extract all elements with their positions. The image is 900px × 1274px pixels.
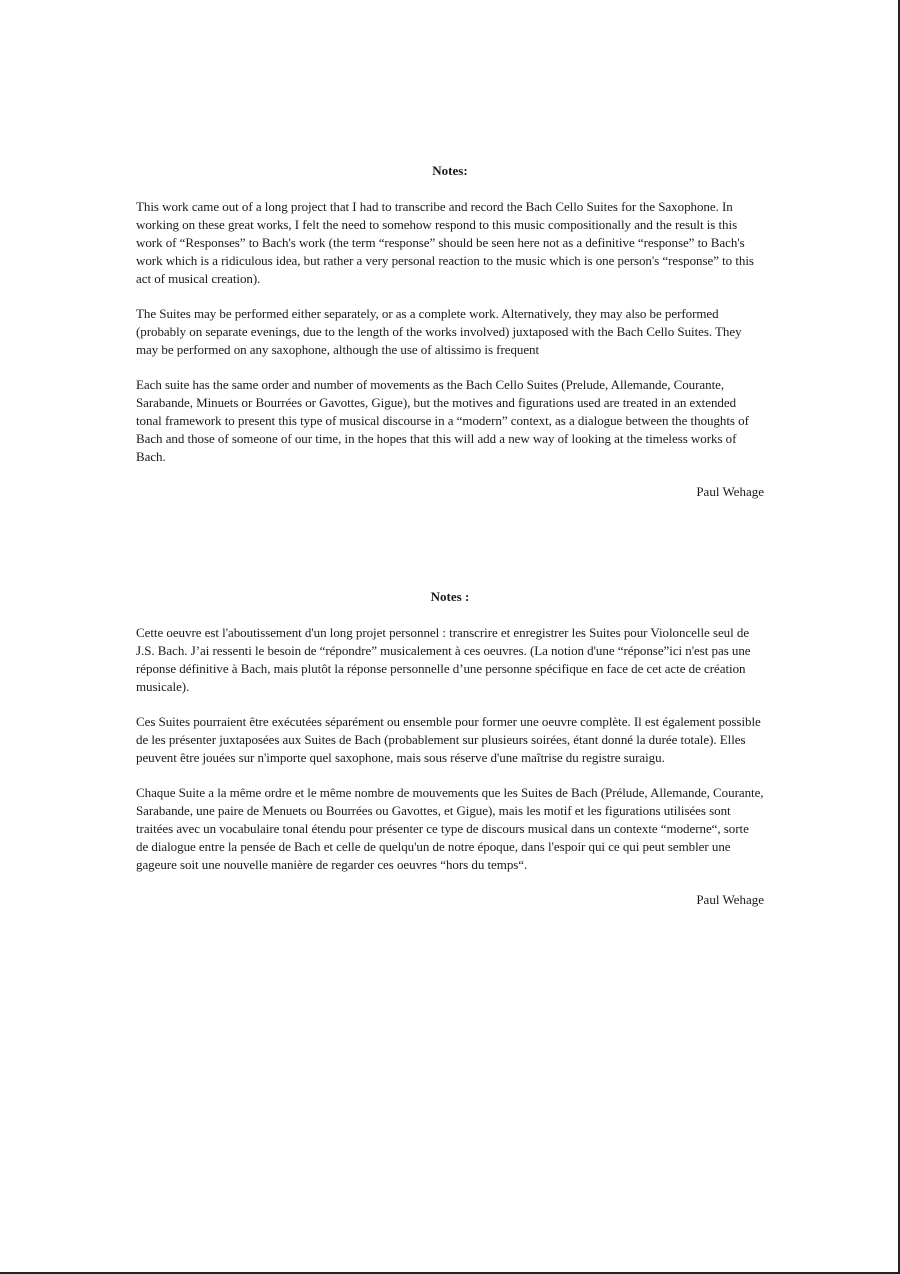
english-paragraph-2: The Suites may be performed either separately, or as a complete work. Alternatively, they may also be performed (probably on separate evenings, due to the length of the works involved) juxtaposed with the Bach Cello Suites. They may be performed on any saxophone, although the use of altissimo is frequent: [136, 306, 742, 357]
english-paragraph-1: This work came out of a long project that I had to transcribe and record the Bach Cello Suites for the Saxophone. In working on these great works, I felt the need to somehow respond to this music compositionally and the result is this work of “Responses” to Bach's work (the term “response” should be seen here not as a definitive “response” to Bach's work which is a ridiculous idea, but rather a very personal reaction to the music which is one person's “response” to this act of musical creation).: [136, 199, 754, 286]
french-paragraph-1: Cette oeuvre est l'aboutissement d'un long projet personnel : transcrire et enregistrer les Suites pour Violoncelle seul de J.S. Bach. J’ai ressenti le besoin de “répondre” musicalement à ces oeuvres. (La notion d'une “réponse”ici n'est pas une réponse définitive à Bach, mais plutôt la réponse personnelle d’une personne spécifique en face de cet acte de création musicale).: [136, 625, 751, 694]
french-signature: Paul Wehage: [696, 892, 764, 907]
english-signature: Paul Wehage: [696, 484, 764, 499]
french-paragraph-3: Chaque Suite a la même ordre et le même nombre de mouvements que les Suites de Bach (Prélude, Allemande, Courante, Sarabande, une paire de Menuets ou Bourrées ou Gavottes, et Gigue), mais les motif et les figurations utilisées sont traitées avec un vocabulaire tonal étendu pour présenter ce type de discours musical dans un contexte “moderne“, sorte de dialogue entre la pensée de Bach et celle de quelqu'un de notre époque, dans l'espoir qui ce qui peut sembler une gageure soit une nouvelle manière de regarder ces oeuvres “hors du temps“.: [136, 785, 764, 872]
english-paragraph-3: Each suite has the same order and number of movements as the Bach Cello Suites (Prelude, Allemande, Courante, Sarabande, Minuets or Bourrées or Gavottes, Gigue), but the motives and figurations used are treated in an extended tonal framework to present this type of musical discourse in a “modern” context, as a dialogue between the thoughts of Bach and those of someone of our time, in the hopes that this will add a new way of looking at the timeless works of Bach.: [136, 377, 749, 464]
french-notes-heading: Notes :: [430, 589, 470, 604]
english-notes-section: [136, 162, 764, 501]
french-paragraph-2: Ces Suites pourraient être exécutées séparément ou ensemble pour former une oeuvre complète. Il est également possible de les présenter juxtaposées aux Suites de Bach (probablement sur plusieurs soirées, étant donné la durée totale). Elles peuvent être jouées sur n'importe quel saxophone, mais sous réserve d'une maîtrise du registre suraigu.: [136, 714, 761, 765]
french-notes-section: [136, 588, 764, 909]
english-notes-heading: Notes:: [432, 163, 468, 178]
